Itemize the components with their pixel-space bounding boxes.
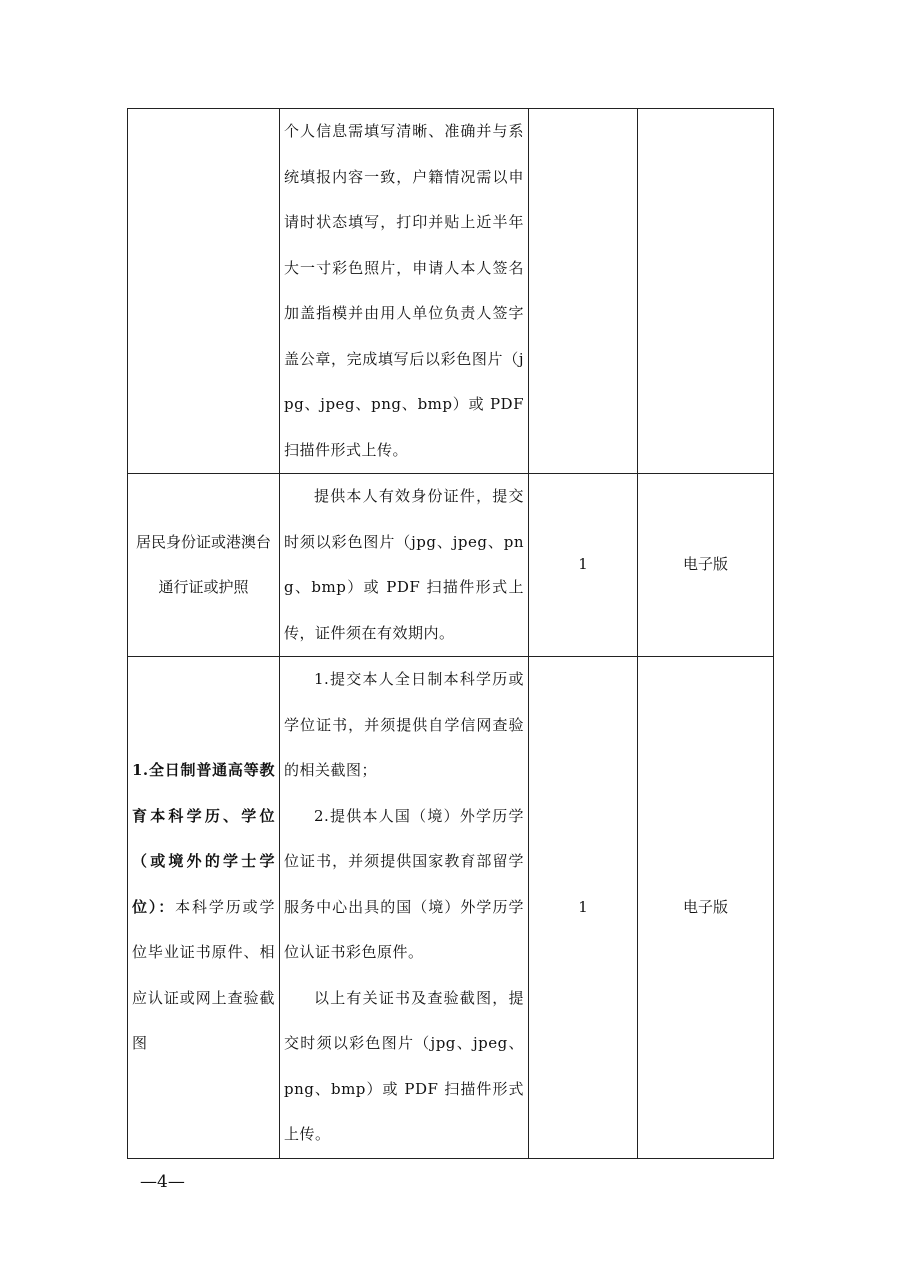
material-title: 1.全日制普通高等教育本科学历、学位（或境外的学士学位）： [132,761,275,916]
material-cell: 居民身份证或港澳台通行证或护照 [128,474,280,657]
quantity-cell: 1 [529,657,638,1159]
requirement-cell [280,474,529,657]
material-description: 本科学历或学位毕业证书原件、相应认证或网上查验截图 [132,897,275,1052]
requirement-paragraph: 1.提交本人全日制本科学历或学位证书，并须提供自学信网查验的相关截图； [284,670,524,779]
format-cell: 电子版 [638,474,774,657]
format-cell: 电子版 [638,657,774,1159]
table-row [128,474,774,657]
quantity-cell: 1 [529,474,638,657]
page-number: —4— [140,1172,185,1192]
requirement-paragraph: 以上有关证书及查验截图，提交时须以彩色图片（jpg、jpeg、png、bmp）或 PDF 扫描件形式上传。 [284,988,524,1143]
material-cell [128,109,280,474]
format-cell [638,109,774,474]
requirements-table [127,108,774,1159]
table-row [128,657,774,1159]
material-cell [128,657,280,1159]
quantity-cell [529,109,638,474]
requirement-text: 提供本人有效身份证件，提交时须以彩色图片（jpg、jpeg、png、bmp）或 PDF 扫描件形式上传，证件须在有效期内。 [284,487,524,642]
table-row [128,109,774,474]
requirement-cell [280,657,529,1159]
requirement-paragraph: 2.提供本人国（境）外学历学位证书，并须提供国家教育部留学服务中心出具的国（境）外学历学位认证书彩色原件。 [284,806,524,961]
requirement-cell: 个人信息需填写清晰、准确并与系统填报内容一致，户籍情况需以申请时状态填写，打印并贴上近半年大一寸彩色照片，申请人本人签名加盖指模并由用人单位负责人签字盖公章，完成填写后以彩色图片（jpg、jpeg、png、bmp）或 PDF 扫描件形式上传。 [280,109,529,474]
